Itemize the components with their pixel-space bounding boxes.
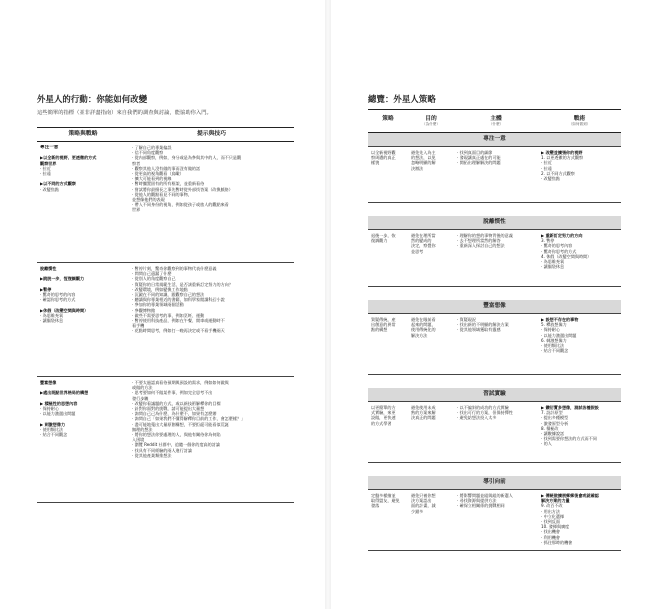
cell-line: 決辦法 bbox=[411, 165, 424, 171]
tip-item: · 擴大可能看到的視線 bbox=[132, 176, 172, 182]
purpose-cell bbox=[408, 147, 454, 202]
strategy-cell bbox=[368, 402, 408, 462]
strategy-heading: ▶以不同的方式觀察 bbox=[40, 181, 76, 187]
strategy-cell bbox=[368, 147, 408, 202]
cell-line: 點的構想 bbox=[371, 327, 388, 333]
col-header bbox=[408, 110, 454, 132]
tactic-item: · 改變焦點 bbox=[541, 176, 560, 182]
cell-line: · 以不偏斜的成功的方式實驗 bbox=[457, 405, 509, 410]
tip-item: · 從別人的角度觀察自己 bbox=[132, 276, 176, 282]
table-row bbox=[37, 142, 294, 263]
right-page bbox=[328, 0, 655, 609]
tactic-item: · 的人 bbox=[541, 441, 552, 447]
cell-line: · 質疑現況 bbox=[457, 317, 476, 322]
col-header-strategy: 策略與戰略 bbox=[68, 131, 98, 137]
strategy-item: · 讓腦袋休息 bbox=[40, 318, 64, 324]
tip-item: · 信不同角度觀察 bbox=[132, 150, 164, 156]
strategy-heading: ▶休假（改變空間與時間） bbox=[40, 307, 89, 313]
table-header bbox=[368, 109, 621, 133]
strategy-cell bbox=[368, 230, 408, 286]
cell-line: 熟的方案來解 bbox=[411, 410, 436, 416]
col-header bbox=[368, 110, 408, 132]
strategy-heading: 脫離慣性 bbox=[40, 266, 57, 271]
tip-item: 或做的方法 bbox=[132, 385, 153, 391]
tip-item: · 暫停片刻，驚奇你觀察到的事物代表什麼意義 bbox=[132, 266, 217, 271]
tip-item: · 不要太過認真看待預期與預設的需求，例如如何做與 bbox=[132, 380, 229, 385]
cell-line: · 找出可行的方案，但保持彈性 bbox=[457, 410, 513, 416]
tip-item: · 觀察其他人沒有做的事而沒有做的話 bbox=[132, 165, 201, 171]
tactic-item: 1. 以更透徹的方式觀察 bbox=[541, 155, 584, 161]
cell-line: 決真正的問題 bbox=[411, 415, 436, 421]
tactic-heading: 解決方案的力量 bbox=[541, 498, 570, 504]
strategy-overview-table bbox=[368, 109, 621, 551]
cell-line: · 找到真面目的細節 bbox=[457, 150, 493, 155]
tactic-item: · 結合不同觀念 bbox=[541, 348, 569, 354]
tip-item: · 嘗試將你最擅長之事先暫時從外部找答案（改換脈絡） bbox=[132, 186, 233, 192]
tactic-item: · 用出方法 bbox=[541, 508, 560, 514]
tip-item: 發行步驟 bbox=[132, 395, 149, 401]
tactics-cell bbox=[538, 230, 621, 286]
tip-item: · 花點時間思考，例如打一晚再決定或不看手機兩天 bbox=[132, 328, 225, 334]
table-row bbox=[368, 314, 621, 375]
cell-line: 避免在眼前看 bbox=[411, 317, 436, 322]
tip-item: · 找具有不同經驗的兩人進行討論 bbox=[132, 447, 192, 453]
col-header-label: 戰術 bbox=[573, 116, 586, 122]
cell-line: · 重新深入探討自己的想法 bbox=[457, 243, 505, 249]
cell-line: · 避免給想法投入太多 bbox=[457, 415, 497, 421]
cell-line: 定盤多樣繪並 bbox=[371, 493, 396, 498]
tip-item: · 聽讀與你專業相近的書籍，如科學家閱讀科幻小說 bbox=[132, 297, 225, 303]
strategy-cell bbox=[368, 490, 408, 550]
subject-cell bbox=[454, 402, 538, 462]
cell-line: 察周遭的真正 bbox=[371, 155, 396, 161]
cell-line: · 確保立相關係的挑戰相同 bbox=[457, 503, 505, 509]
strategy-item: · 為思維充氧 bbox=[40, 312, 64, 318]
tip-item: · 從其他產業類推想法 bbox=[132, 452, 172, 458]
cell-line: 設做，更快速 bbox=[371, 415, 396, 421]
cell-line: · 從其他領域獲取有靈感 bbox=[457, 327, 501, 333]
purpose-cell bbox=[408, 230, 454, 286]
tip-item: 世界 bbox=[132, 207, 141, 213]
cell-line: 避免先入為主 bbox=[411, 150, 436, 155]
strategy-heading: 觀察世界 bbox=[40, 160, 57, 166]
strategy-item: · 改變焦點 bbox=[40, 186, 59, 192]
col-header-sub: （什麼） bbox=[488, 122, 504, 126]
cell-line: 起來的問題， bbox=[411, 322, 436, 328]
tactic-item: 5. 釋放想像力 bbox=[541, 322, 567, 328]
col-header-sub: （如何做到） bbox=[568, 122, 591, 126]
tactics-cell bbox=[538, 314, 621, 374]
col-header-label: 主體 bbox=[490, 116, 502, 122]
cell-line: 以全新視野觀 bbox=[371, 150, 396, 155]
tip-item: · 了解自己的專業偏誤 bbox=[132, 145, 172, 150]
tactic-item: · 拉遠 bbox=[541, 165, 552, 171]
table-row bbox=[368, 230, 621, 287]
tactic-item: · 驚奇的思考內容 bbox=[541, 243, 573, 249]
tip-item: · 針對你面對的挑戰，請可能提出大量想 bbox=[132, 406, 205, 412]
col-header-sub: （為什麼） bbox=[422, 122, 440, 126]
cell-line: 解決方法 bbox=[411, 332, 428, 338]
cell-line: · 尋找資源與提供方法 bbox=[457, 498, 497, 504]
tip-item: · 詢問自己己為什麼，為什麼不，如果有怎麼辦 bbox=[132, 411, 217, 417]
purpose-cell bbox=[408, 314, 454, 374]
tip-item: · 參觀博物館 bbox=[132, 307, 156, 313]
table-row bbox=[368, 147, 621, 203]
tactic-item: · 找到需要你想法的方式而不同 bbox=[541, 436, 597, 442]
tactic-item: · 激發原型分析 bbox=[541, 420, 569, 426]
tactic-item: · 以能力激盪出問題 bbox=[541, 332, 577, 338]
strategy-cell bbox=[37, 142, 129, 262]
section-band: 習試實驗 bbox=[368, 388, 621, 402]
cell-line: 式實驗，來更 bbox=[371, 410, 396, 416]
section-band: 專注一意 bbox=[368, 133, 621, 147]
tip-item: · 沉澱在不同的知識，跟觀察自己的想法 bbox=[132, 292, 205, 298]
cell-line: · 將影響問題並組與組的新選人 bbox=[457, 493, 513, 498]
tactic-item: · 為思維充氧 bbox=[541, 259, 565, 265]
cell-line: 樣貌 bbox=[371, 160, 380, 166]
col-header bbox=[538, 110, 621, 132]
strategy-item: · 拉遠 bbox=[40, 171, 51, 177]
cell-line: · 找出新的不明顯的解決方案 bbox=[457, 322, 509, 328]
tactic-item: 3. 暫停 bbox=[541, 238, 555, 244]
strategy-item: · 確認你思考的方式 bbox=[40, 297, 76, 303]
cell-line: 以更簡單的方 bbox=[371, 405, 396, 410]
strategy-item: · 結合不同觀念 bbox=[40, 432, 68, 438]
tactic-item: 6. 刺激想像力 bbox=[541, 337, 567, 343]
cell-line: 避免只被你想 bbox=[411, 493, 436, 498]
tactic-item: · 抓住那時的機會 bbox=[541, 539, 573, 545]
tip-item: · 從內部觀察，例如，身分或是為參與其中的人，而不只是觀 bbox=[132, 155, 242, 161]
col-header-tips: 提示與技巧 bbox=[197, 131, 226, 137]
strategy-heading: 專注一意 bbox=[40, 145, 59, 150]
subject-cell bbox=[454, 230, 538, 286]
strategy-item: · 以能力激盪出問題 bbox=[40, 411, 76, 417]
cell-line: · 理解你的想的事物背後的意義 bbox=[457, 233, 513, 238]
tip-item: 並想像他們的表現 bbox=[132, 197, 165, 203]
tip-item: · 參加你的專業領域兩個活動 bbox=[132, 302, 184, 308]
tactic-item: 4. 休假（改變空間與時間） bbox=[541, 253, 592, 259]
tactic-item: · 讓腦袋休息 bbox=[541, 264, 565, 270]
tip-item: · 改變你看議題的方式，或以新技術解釋你的目標 bbox=[132, 400, 221, 406]
cell-line: 避免在理所當 bbox=[411, 233, 436, 238]
tactic-item: · 驚奇你思考的方式 bbox=[541, 248, 577, 254]
subject-cell bbox=[454, 314, 538, 374]
strategy-cell bbox=[37, 377, 129, 502]
cell-line: 的想法，以免 bbox=[411, 155, 436, 161]
tactic-item: · 利用機會 bbox=[541, 534, 560, 540]
tactic-heading: ▶ 傳統做擴展郵郵後會或就確認 bbox=[541, 493, 599, 498]
tip-item: · 將你的想法你要處理的人，與他有關待你為何陷 bbox=[132, 432, 221, 438]
tips-cell bbox=[129, 142, 294, 262]
tactic-item: · 拉近 bbox=[541, 160, 552, 166]
section-band: 脫離慣性 bbox=[368, 216, 621, 230]
tactic-item: · 使用類比法 bbox=[541, 343, 565, 349]
tactic-item: · 中立化選擇 bbox=[541, 513, 565, 519]
col-header-label: 目的 bbox=[425, 116, 437, 122]
strategy-heading: ▶跳脫一步，恆復調觀力 bbox=[40, 276, 85, 282]
tactic-heading: ▶ 鑽衍實多想像，測試各種假設 bbox=[541, 405, 599, 410]
tactic-item: 10. 發揮與廣度 bbox=[541, 524, 570, 530]
tip-item: · 質疑你的日常規範生活，是否該重新訂定努力的方向？ bbox=[132, 281, 233, 287]
strategy-tips-table bbox=[37, 127, 294, 503]
strategy-cell bbox=[37, 263, 129, 376]
tips-cell bbox=[129, 263, 294, 376]
tip-item: · 思考要如何不做某件事，例如完全思考不出 bbox=[132, 390, 213, 396]
tip-item: 察者 bbox=[132, 160, 141, 166]
table-row bbox=[37, 263, 294, 377]
tip-item: · 從更高的視角觀看（鳥瞰） bbox=[132, 171, 184, 177]
left-page-intro: 這些簡單的指標（並非詳盡指南）來自我們的調查與討論，能協助你入門。 bbox=[37, 110, 212, 116]
cell-line: 決方案認出 bbox=[411, 498, 432, 504]
cell-line: 發落 bbox=[371, 503, 380, 509]
col-header bbox=[454, 110, 538, 132]
tip-item: · 做些不需要思考的事，例如烹飪、運動 bbox=[132, 312, 205, 318]
strategy-heading: ▶處出既點世界格局的構想 bbox=[40, 390, 89, 396]
tactic-heading: ▶ 改變並擴張你的視野 bbox=[541, 150, 583, 155]
tip-item: 無理的想法 bbox=[132, 426, 153, 432]
cell-line: 忽略明顯的解 bbox=[411, 160, 436, 166]
cell-line: · 去不想理所當然的解答 bbox=[457, 238, 501, 244]
subject-cell bbox=[454, 490, 538, 550]
tip-item: 看手機 bbox=[132, 323, 145, 329]
table-row bbox=[37, 377, 294, 503]
cell-line: 使用傳統化的 bbox=[411, 327, 436, 333]
tip-item: · 從他人的觀點看見不同的事物， bbox=[132, 191, 192, 197]
cell-line: 出創意的異常 bbox=[371, 322, 396, 328]
strategy-heading: ▶以全新的視野、更透徹的方式 bbox=[40, 155, 97, 161]
tip-item: · 改變環境，例如變換工作地點 bbox=[132, 286, 188, 292]
strategy-heading: ▶ 積極性的思想內容 bbox=[40, 400, 78, 406]
tip-item: 入困境 bbox=[132, 437, 145, 443]
strategy-item: · 使用類比法 bbox=[40, 426, 64, 432]
subject-cell bbox=[454, 147, 538, 202]
section-band: 導引向前 bbox=[368, 476, 621, 490]
tip-item: · 詢問自己「如果我們不懂得解釋你目前的工作，會怎麼樣？」 bbox=[132, 416, 246, 422]
tactic-item: · 提出多種模型 bbox=[541, 415, 569, 421]
purpose-cell bbox=[408, 490, 454, 550]
right-page-title: 總覽：外星人策略 bbox=[368, 94, 436, 104]
tactic-item: 2. 以不同方式觀察 bbox=[541, 170, 575, 176]
tactics-cell bbox=[538, 147, 621, 202]
cell-line: 取得盟友，避免 bbox=[371, 498, 400, 504]
cell-line: · 發現讓真正處在的可能 bbox=[457, 155, 501, 161]
cell-line: 決定，察覺你 bbox=[411, 243, 436, 249]
strategy-heading: ▶ 刺激想像力 bbox=[40, 421, 66, 427]
tip-item: · 帶入不同身份的視角，例如從孩子或旅人的觀點來看 bbox=[132, 202, 229, 208]
cell-line: 然的變成的 bbox=[411, 238, 432, 244]
tip-item: · 暫時擱置固有的所有框架，並重新看待 bbox=[132, 181, 205, 187]
tactic-item: 7. 設計原型 bbox=[541, 410, 563, 416]
table-row bbox=[368, 402, 621, 463]
cell-line: 面的計畫，減 bbox=[411, 503, 436, 509]
strategy-item: · 拉近 bbox=[40, 165, 51, 171]
tip-item: · 瀏覽 Reddit 社群中，追隨一個你的度高的討論 bbox=[132, 442, 220, 448]
strategy-item: · 保持耐心 bbox=[40, 406, 59, 412]
table-row bbox=[368, 490, 621, 551]
col-header-label: 策略 bbox=[382, 116, 394, 122]
strategy-heading: ▶暫停 bbox=[40, 286, 52, 292]
tactic-item: · 保持耐心 bbox=[541, 327, 560, 333]
tips-cell bbox=[129, 377, 294, 502]
tactic-item: 8. 積極改 bbox=[541, 425, 559, 431]
tactics-cell bbox=[538, 402, 621, 462]
strategy-cell bbox=[368, 314, 408, 374]
tactic-heading: ▶ 設想不存在的事物 bbox=[541, 317, 579, 322]
cell-line: 的方式學習 bbox=[371, 420, 392, 426]
strategy-item: · 驚奇的思考的內容 bbox=[40, 292, 76, 298]
cell-line: · 開拓出理解解決的問題 bbox=[457, 160, 501, 166]
strategy-heading: 豐富想像 bbox=[40, 380, 57, 385]
tactics-cell bbox=[538, 490, 621, 550]
tactic-item: 9. 改百不改 bbox=[541, 503, 563, 509]
tip-item: · 盡可能地蒐出大量原創構想，不要拒絕可能看似荒誕 bbox=[132, 421, 229, 427]
cell-line: 復調觀力 bbox=[371, 238, 388, 244]
tip-item: · 問問自己還漏了什麼 bbox=[132, 271, 172, 277]
left-page-title: 外星人的行動：你能如何改變 bbox=[37, 94, 148, 104]
cell-line: 質疑傳統，產 bbox=[371, 317, 396, 322]
tip-item: · 暫停使用科技產品，例如在午餐、開車或運動時不 bbox=[132, 318, 225, 324]
tactic-item: · 找出機會 bbox=[541, 529, 560, 535]
table-header bbox=[37, 127, 294, 142]
purpose-cell bbox=[408, 402, 454, 462]
section-band: 豐富想像 bbox=[368, 300, 621, 314]
tactic-item: · 找到反面 bbox=[541, 519, 560, 525]
cell-line: 退後一步，恢 bbox=[371, 233, 396, 238]
tactic-item: · 讓數據說話 bbox=[541, 431, 565, 437]
cell-line: 避免使用未成 bbox=[411, 405, 436, 410]
tactic-heading: ▶ 重新訂定努力的方向 bbox=[541, 233, 583, 238]
cell-line: 少錯多 bbox=[411, 508, 424, 514]
cell-line: 並思考 bbox=[411, 248, 424, 254]
